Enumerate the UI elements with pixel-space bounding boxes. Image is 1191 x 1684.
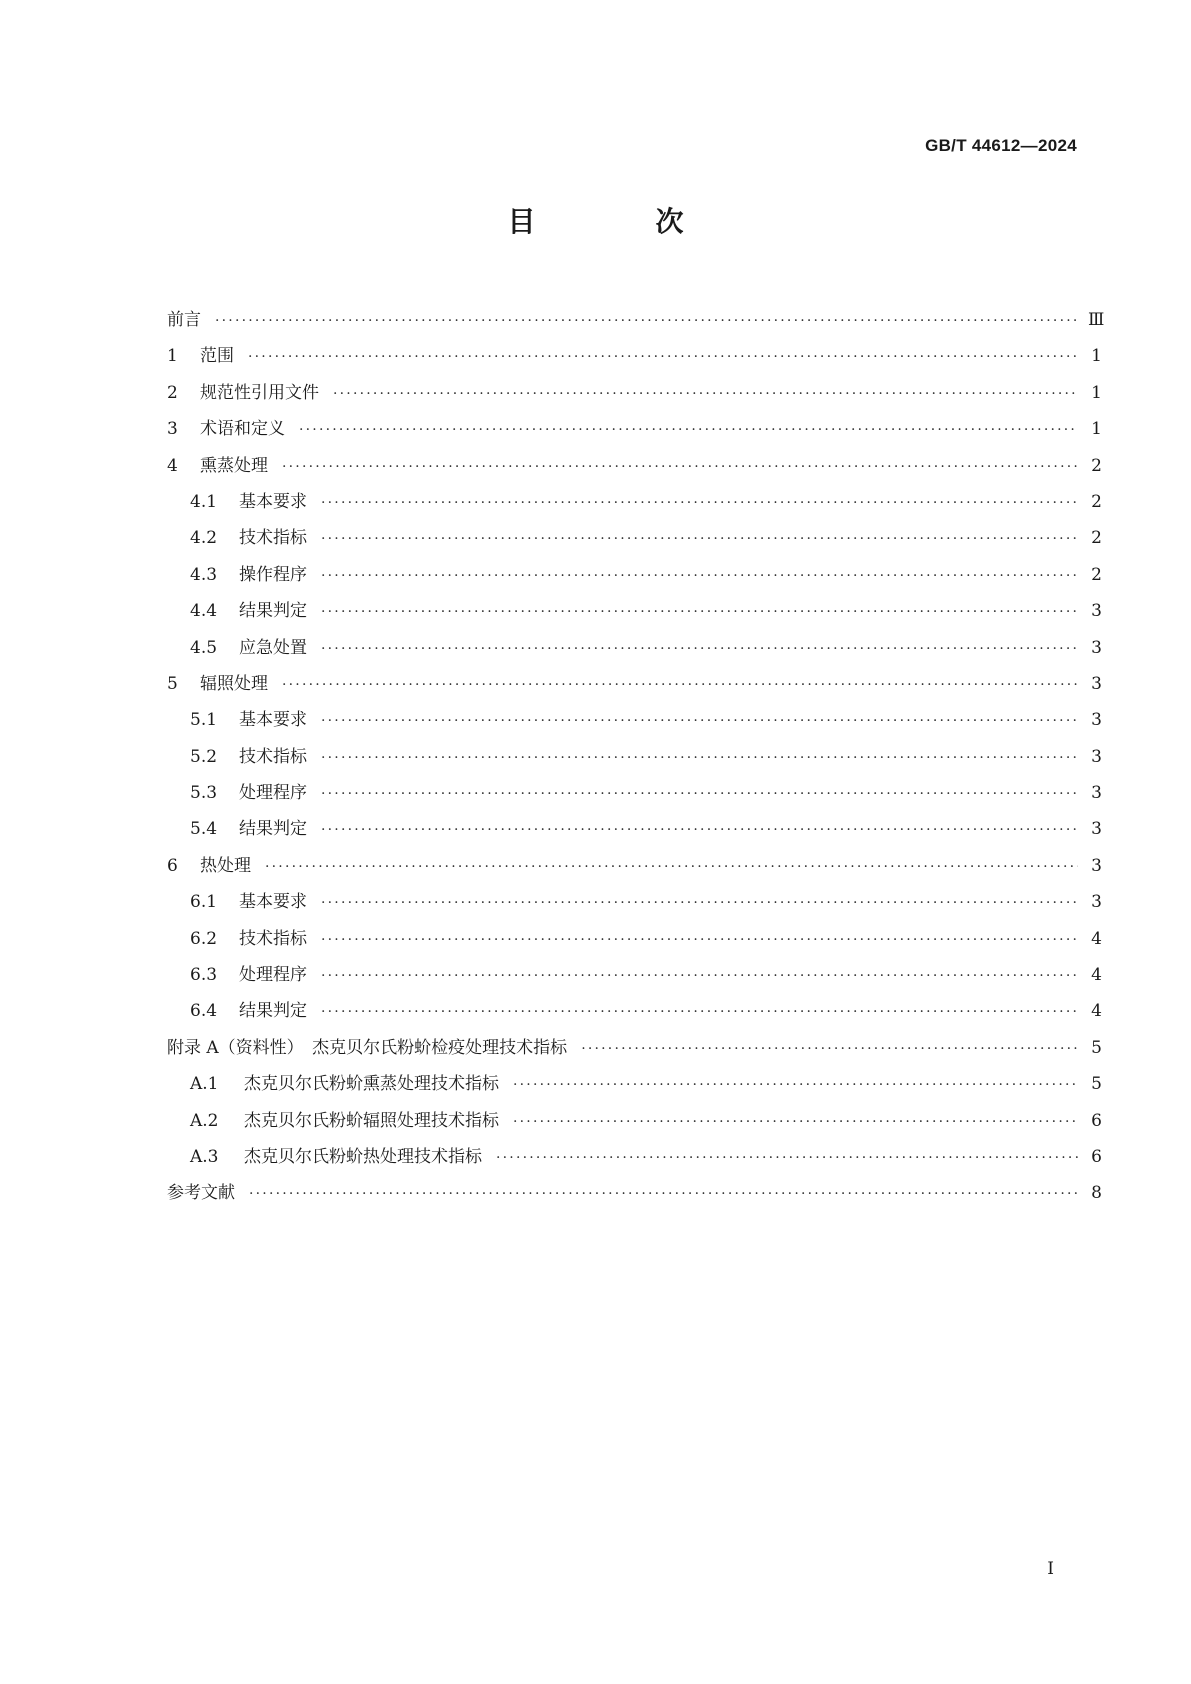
toc-entry-label: 操作程序: [239, 564, 307, 585]
toc-entry-page: 1: [1091, 382, 1102, 403]
toc-entry-number: A.3: [190, 1146, 219, 1167]
toc-entry-label: 应急处置: [239, 637, 307, 658]
toc-entry-number: 5.2: [190, 746, 218, 767]
toc-entry-number: 6.4: [190, 1001, 218, 1022]
toc-entry[interactable]: [167, 341, 1102, 377]
toc-entry-label: 辐照处理: [200, 673, 268, 694]
toc-entry-page: 5: [1091, 1037, 1102, 1058]
toc-entry-label: 结果判定: [239, 601, 307, 622]
dot-leader: [265, 859, 1078, 875]
dot-leader: [321, 713, 1078, 729]
toc-entry[interactable]: [167, 960, 1102, 996]
dot-leader: [321, 786, 1078, 802]
dot-leader: [321, 968, 1078, 984]
toc-entry-number: 2: [167, 382, 178, 403]
toc-entry[interactable]: [167, 414, 1102, 450]
toc-entry-label: 处理程序: [239, 965, 307, 986]
toc-entry[interactable]: [167, 1142, 1102, 1178]
toc-entry-number: 6.3: [190, 965, 218, 986]
toc-entry-label: 技术指标: [239, 528, 307, 549]
dot-leader: [321, 495, 1078, 511]
toc-entry[interactable]: [167, 1178, 1102, 1214]
toc-entry[interactable]: [167, 633, 1102, 669]
dot-leader: [496, 1150, 1078, 1166]
toc-entry[interactable]: [167, 996, 1102, 1032]
dot-leader: [299, 422, 1078, 438]
toc-entry-page: 3: [1091, 601, 1102, 622]
toc-entry-label: 附录 A（资料性） 杰克贝尔氏粉蚧检疫处理技术指标: [167, 1037, 568, 1058]
toc-entry-page: 5: [1091, 1074, 1102, 1095]
toc-entry[interactable]: [167, 560, 1102, 596]
toc-entry-page: 3: [1091, 710, 1102, 731]
toc-entry-page: 1: [1091, 419, 1102, 440]
toc-entry-number: 3: [167, 419, 178, 440]
toc-entry-label: 热处理: [200, 855, 251, 876]
dot-leader: [282, 459, 1078, 475]
toc-entry-page: 2: [1091, 528, 1102, 549]
toc-entry-number: A.1: [190, 1074, 219, 1095]
toc-entry-page: 4: [1091, 965, 1102, 986]
toc-entry-number: 4.5: [190, 637, 218, 658]
toc-entry-label: 杰克贝尔氏粉蚧热处理技术指标: [244, 1146, 482, 1167]
toc-entry-page: 3: [1091, 819, 1102, 840]
toc-entry-page: 3: [1091, 637, 1102, 658]
dot-leader: [321, 641, 1078, 657]
toc-entry-page: 2: [1091, 455, 1102, 476]
toc-entry-number: 5.3: [190, 783, 218, 804]
toc-entry-label: 基本要求: [239, 892, 307, 913]
toc-entry-label: 技术指标: [239, 928, 307, 949]
dot-leader: [248, 349, 1078, 365]
dot-leader: [215, 313, 1078, 329]
dot-leader: [321, 531, 1078, 547]
toc-entry-label: 参考文献: [167, 1183, 235, 1204]
dot-leader: [513, 1077, 1078, 1093]
dot-leader: [321, 1004, 1078, 1020]
toc-entry-label: 基本要求: [239, 710, 307, 731]
toc-entry-page: 6: [1091, 1146, 1102, 1167]
toc-entry-page: 2: [1091, 491, 1102, 512]
toc-entry-label: 规范性引用文件: [200, 382, 319, 403]
toc-entry-label: 处理程序: [239, 783, 307, 804]
toc-entry[interactable]: [167, 705, 1102, 741]
toc-entry-number: 6: [167, 855, 178, 876]
dot-leader: [321, 604, 1078, 620]
toc-entry-number: 4: [167, 455, 178, 476]
toc-entry[interactable]: [167, 814, 1102, 850]
toc-entry-number: 5.4: [190, 819, 218, 840]
toc-entry-page: 8: [1091, 1183, 1102, 1204]
toc-entry-label: 范围: [200, 346, 234, 367]
toc-entry[interactable]: [167, 487, 1102, 523]
toc-entry[interactable]: [167, 378, 1102, 414]
dot-leader: [333, 386, 1078, 402]
toc-entry-page: 3: [1091, 892, 1102, 913]
toc-entry-number: 4.2: [190, 528, 218, 549]
toc-entry-page: 3: [1091, 746, 1102, 767]
dot-leader: [249, 1186, 1078, 1202]
toc-entry-number: A.2: [190, 1110, 219, 1131]
toc-entry-number: 4.1: [190, 491, 218, 512]
toc-entry[interactable]: [167, 451, 1102, 487]
standard-number: GB/T 44612—2024: [925, 136, 1077, 155]
toc-entry[interactable]: [167, 596, 1102, 632]
dot-leader: [282, 677, 1078, 693]
table-of-contents: [167, 305, 1105, 1215]
toc-title: 目 次: [507, 205, 730, 238]
dot-leader: [513, 1114, 1078, 1130]
dot-leader: [321, 568, 1078, 584]
toc-entry-page: 6: [1091, 1110, 1102, 1131]
toc-entry-label: 熏蒸处理: [200, 455, 268, 476]
dot-leader: [321, 750, 1078, 766]
toc-entry[interactable]: [167, 742, 1102, 778]
toc-entry-label: 前言: [167, 310, 201, 330]
toc-entry-page: Ⅲ: [1088, 310, 1105, 330]
toc-entry[interactable]: [167, 851, 1102, 887]
dot-leader: [581, 1041, 1078, 1057]
toc-entry-number: 4.3: [190, 564, 218, 585]
toc-entry[interactable]: [167, 1106, 1102, 1142]
toc-entry-label: 结果判定: [239, 1001, 307, 1022]
toc-entry-number: 1: [167, 346, 178, 367]
toc-entry-number: 4.4: [190, 601, 218, 622]
toc-entry-label: 结果判定: [239, 819, 307, 840]
toc-entry[interactable]: [167, 305, 1105, 341]
toc-entry-page: 3: [1091, 855, 1102, 876]
toc-entry-page: 4: [1091, 1001, 1102, 1022]
toc-entry-label: 术语和定义: [200, 419, 285, 440]
page-number: Ⅰ: [1047, 1559, 1054, 1579]
toc-entry[interactable]: [167, 669, 1102, 705]
toc-entry[interactable]: [167, 778, 1102, 814]
toc-entry-number: 5: [167, 673, 178, 694]
toc-entry-label: 杰克贝尔氏粉蚧辐照处理技术指标: [244, 1110, 499, 1131]
toc-entry-page: 4: [1091, 928, 1102, 949]
toc-entry-page: 1: [1091, 346, 1102, 367]
toc-entry-number: 5.1: [190, 710, 218, 731]
toc-entry-page: 2: [1091, 564, 1102, 585]
toc-entry[interactable]: [167, 887, 1102, 923]
toc-entry-page: 3: [1091, 673, 1102, 694]
toc-entry[interactable]: [167, 523, 1102, 559]
dot-leader: [321, 822, 1078, 838]
toc-entry-number: 6.2: [190, 928, 218, 949]
toc-entry-label: 技术指标: [239, 746, 307, 767]
toc-entry[interactable]: [167, 924, 1102, 960]
toc-entry[interactable]: [167, 1069, 1102, 1105]
toc-entry[interactable]: [167, 1033, 1102, 1069]
toc-entry-label: 基本要求: [239, 491, 307, 512]
toc-entry-label: 杰克贝尔氏粉蚧熏蒸处理技术指标: [244, 1074, 499, 1095]
toc-entry-page: 3: [1091, 783, 1102, 804]
dot-leader: [321, 932, 1078, 948]
toc-entry-number: 6.1: [190, 892, 218, 913]
dot-leader: [321, 895, 1078, 911]
